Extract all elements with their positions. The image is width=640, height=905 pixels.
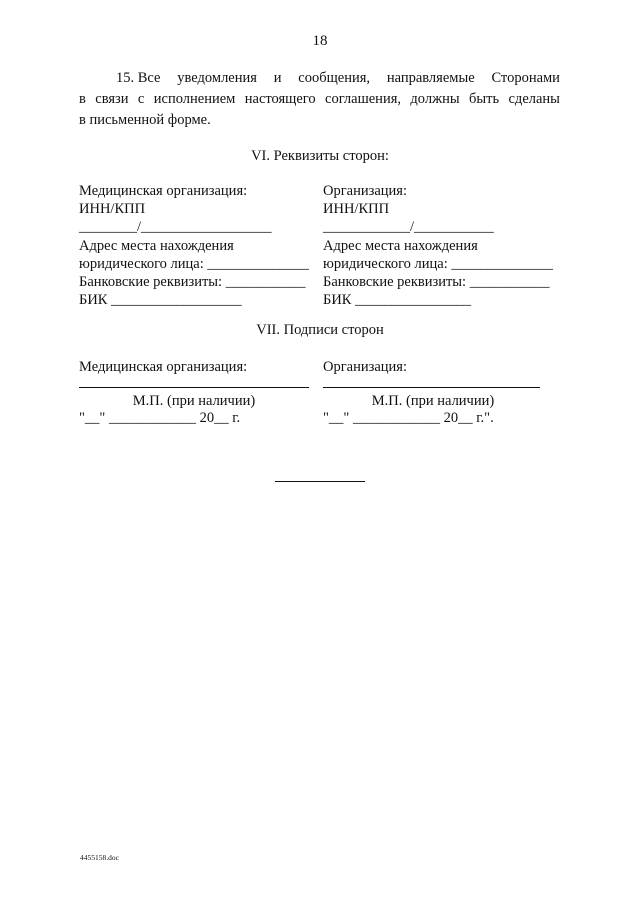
stamp-note-medical-org: М.П. (при наличии) xyxy=(132,393,256,409)
word: в xyxy=(79,91,86,107)
inn-label: ИНН/КПП xyxy=(79,201,146,218)
word: соглашения, xyxy=(325,91,401,107)
date-line-medical-org: "__" ____________ 20__ г. xyxy=(79,410,241,426)
clause-15-line-2 xyxy=(79,89,560,110)
bik-blank: БИК __________________ xyxy=(79,292,242,309)
address-label: Адрес места нахождения xyxy=(323,237,478,254)
page-number: 18 xyxy=(312,33,328,49)
signature-medical-org-label: Медицинская организация: xyxy=(79,359,248,375)
word: исполнением xyxy=(153,91,236,107)
inn-blank: ____________/___________ xyxy=(323,219,494,236)
end-of-document-rule xyxy=(275,481,365,482)
org-label: Организация: xyxy=(323,183,408,199)
footer-filename: 4455158.doc xyxy=(80,853,119,862)
bank-blank: Банковские реквизиты: ___________ xyxy=(79,273,306,290)
word: связи xyxy=(95,91,129,107)
inn-label: ИНН/КПП xyxy=(323,201,390,218)
signature-line-organization xyxy=(323,387,540,388)
requisites-organization xyxy=(323,182,553,309)
org-label: Медицинская организация: xyxy=(79,183,248,199)
word: уведомления xyxy=(177,70,257,86)
word: 15. Все xyxy=(116,70,161,86)
word: сделаны xyxy=(508,91,560,107)
word: сообщения, xyxy=(298,70,371,86)
word: и xyxy=(273,70,282,86)
requisites-medical-org xyxy=(79,182,309,309)
section-7-title: VII. Подписи сторон xyxy=(256,322,384,338)
inn-blank: ________/__________________ xyxy=(79,219,272,236)
signature-organization-label: Организация: xyxy=(323,359,408,375)
word: должны xyxy=(410,91,460,107)
bik-blank: БИК ________________ xyxy=(323,292,472,309)
word: с xyxy=(137,91,145,107)
bank-blank: Банковские реквизиты: ___________ xyxy=(323,273,550,290)
date-line-organization: "__" ____________ 20__ г.". xyxy=(323,410,494,426)
clause-15-line-3: в письменной форме. xyxy=(79,112,211,128)
section-6-title: VI. Реквизиты сторон: xyxy=(251,148,389,164)
word: быть xyxy=(469,91,500,107)
address-blank: юридического лица: ______________ xyxy=(79,255,309,272)
address-label: Адрес места нахождения xyxy=(79,237,234,254)
address-blank: юридического лица: ______________ xyxy=(323,255,553,272)
signature-line-medical-org xyxy=(79,387,309,388)
word: настоящего xyxy=(244,91,316,107)
stamp-note-organization: М.П. (при наличии) xyxy=(371,393,495,409)
word: Сторонами xyxy=(491,70,560,86)
clause-15 xyxy=(79,68,560,131)
clause-15-line-1 xyxy=(79,68,560,89)
word: направляемые xyxy=(386,70,475,86)
